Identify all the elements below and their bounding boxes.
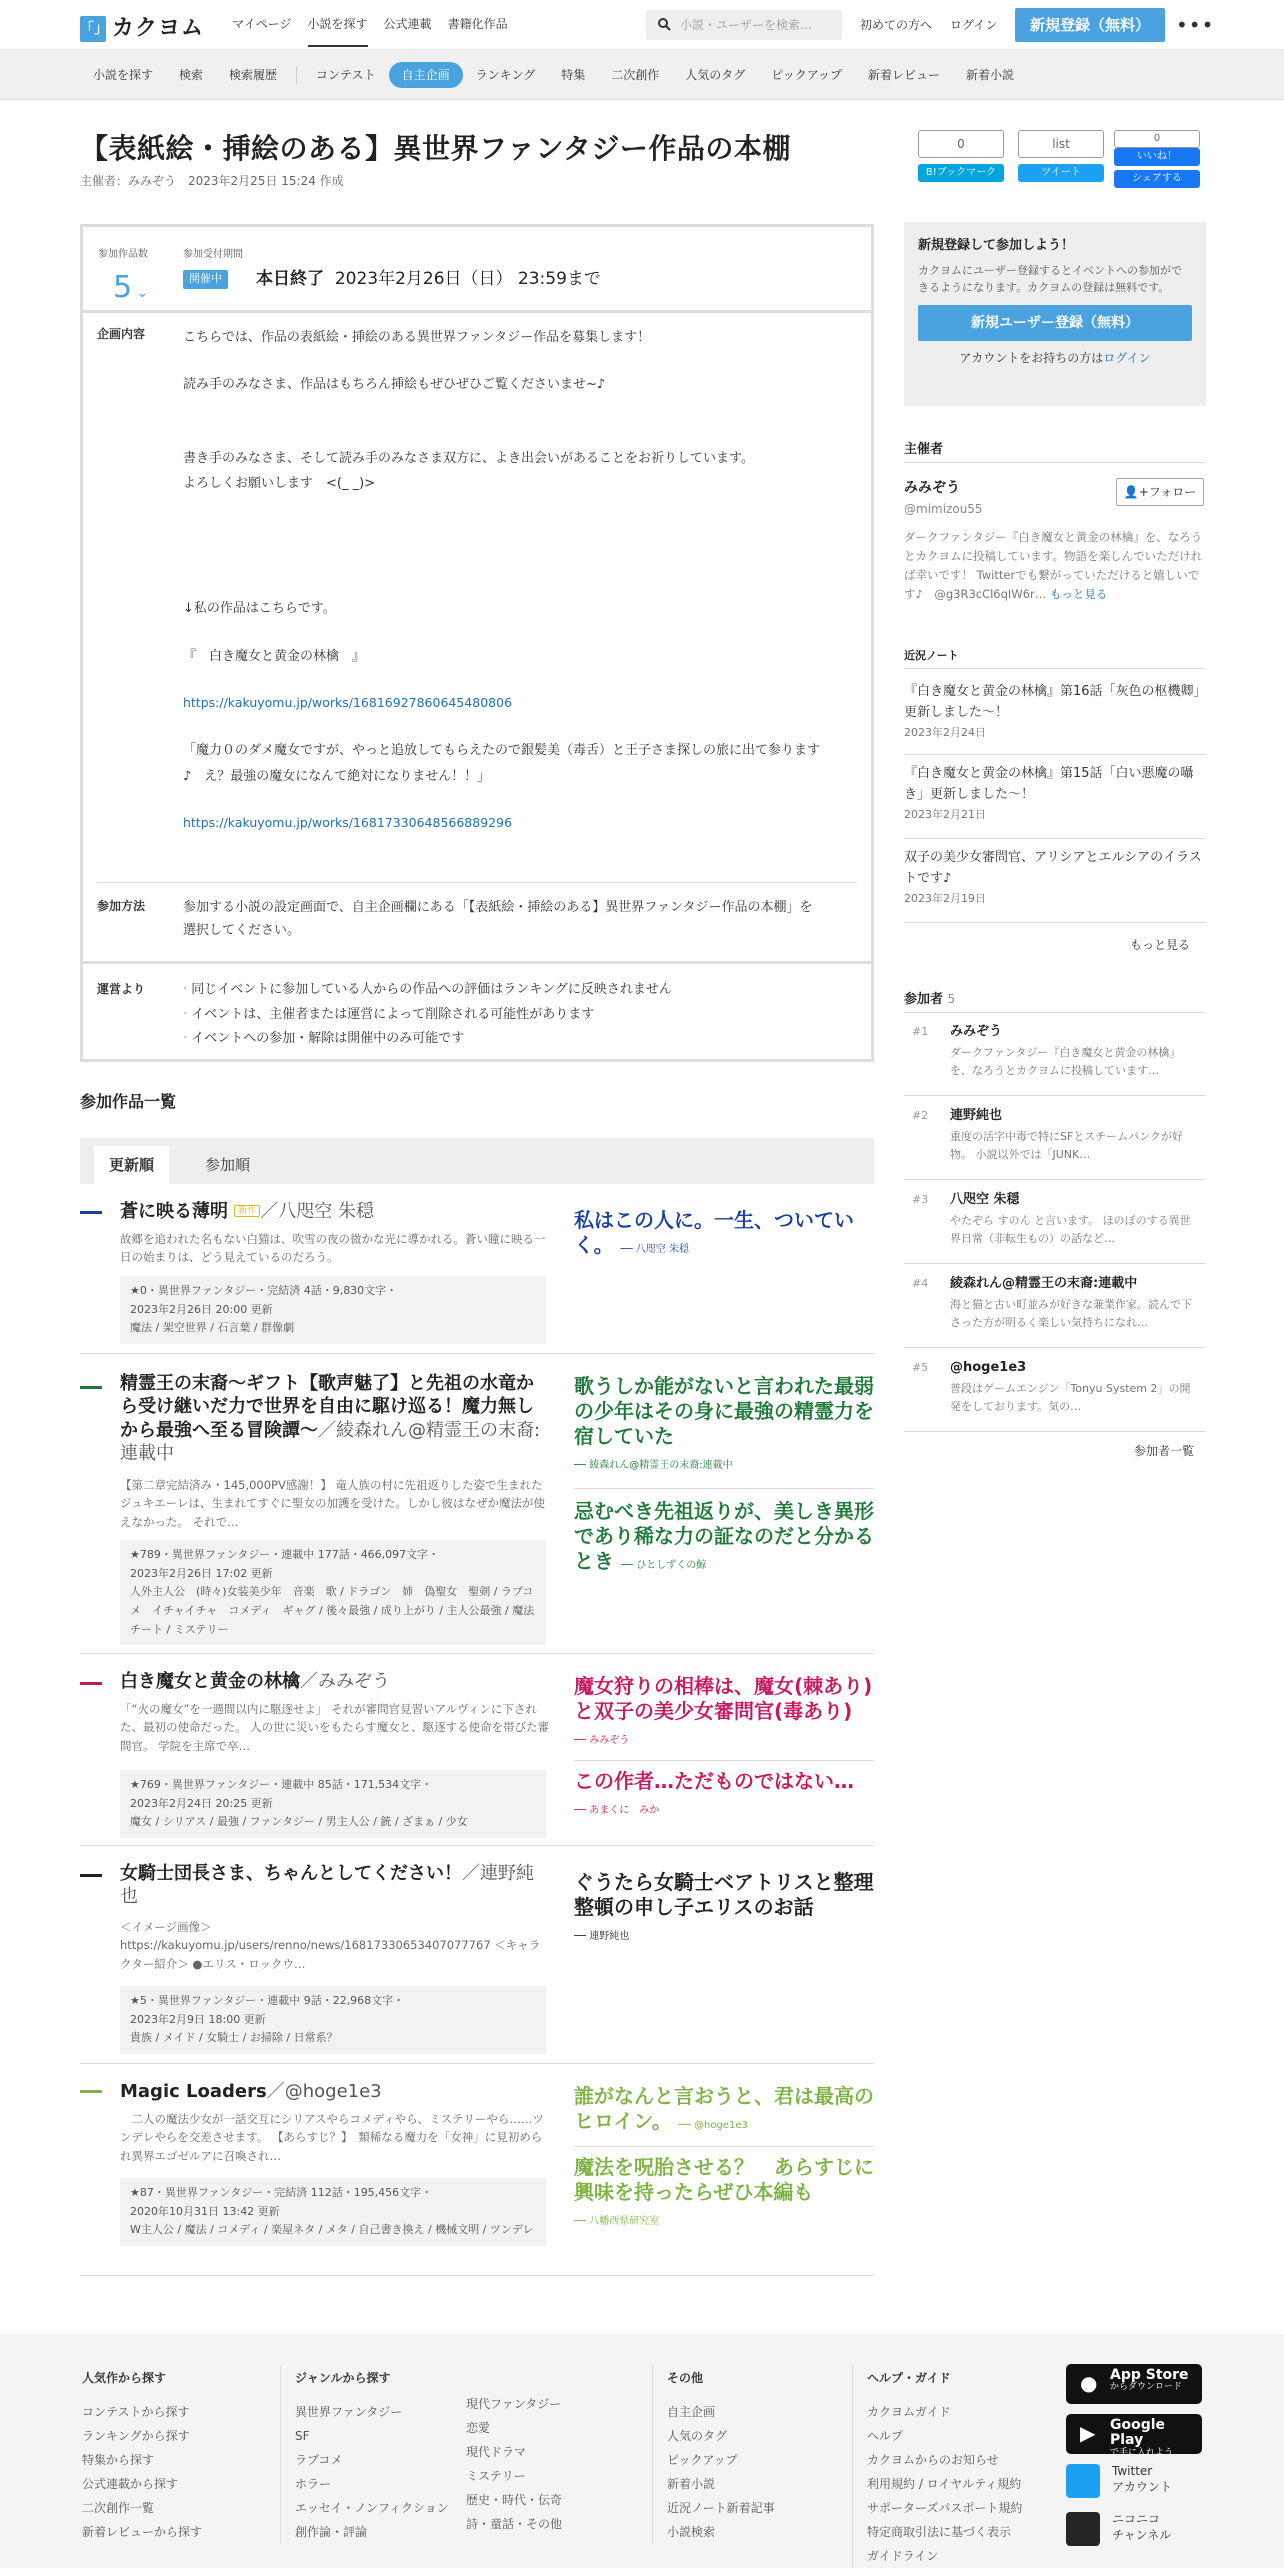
footer-link[interactable]: 新着レビューから探す [82, 2525, 203, 2539]
participants-heading-text: 参加者 [904, 992, 944, 1007]
review-author: ── みみぞう [574, 1735, 630, 1746]
divider [904, 668, 1206, 669]
work-info: ★5・異世界ファンタジー・連載中 9話・22,968文字・ 2023年2月9日 18:00 更新 貴族 / メイド / 女騎士 / お掃除 / 日常系？ [120, 1986, 546, 2054]
niconico-icon [1066, 2512, 1100, 2546]
footer-link[interactable]: ホラー [295, 2477, 332, 2491]
subnav-new-reviews[interactable]: 新着レビュー [867, 68, 940, 82]
content-body [183, 325, 823, 868]
review-text: 魔法を呪胎させる？ あらすじに興味を持ったらぜひ本編も [574, 2155, 874, 2204]
note-title[interactable]: 『白き魔女と黄金の林檎』第15話「白い悪魔の囁き」更新しました～！ [904, 766, 1194, 802]
work-title[interactable] [120, 1670, 550, 1693]
subnav-feature[interactable]: 特集 [561, 68, 586, 82]
footer-link[interactable]: 恋愛 [466, 2421, 491, 2435]
footer-link[interactable]: 自主企画 [667, 2405, 716, 2419]
global-nav [232, 15, 508, 47]
footer-link[interactable]: ラブコメ [295, 2453, 343, 2467]
work-color-bar [80, 1874, 102, 1877]
twitter-icon [1066, 2464, 1100, 2498]
login-prefix: アカウントをお持ちの方は [959, 350, 1104, 365]
note-item[interactable] [904, 848, 1206, 907]
niconico-link[interactable] [1066, 2512, 1206, 2546]
footer-link[interactable]: 二次創作一覧 [82, 2501, 155, 2515]
work-info: ★0・異世界ファンタジー・完結済 4話・9,830文字・ 2023年2月26日 20:00 更新 魔法 / 架空世界 / 石言葉 / 群像劇 [120, 1276, 546, 1344]
new-badge: 新作 [234, 1205, 260, 1217]
list-button[interactable]: list [1018, 130, 1104, 158]
footer-link[interactable]: 新着小説 [667, 2477, 716, 2491]
work-description: 二人の魔法少女が一話交互にシリアスやらコメディやら、ミステリーやら……ツンデレやらを交差させます。 【あらすじ？】 類稀なる魔力を「女神」に見初められ異界エゴゼルアに召喚され… [120, 2112, 544, 2163]
subnav-search[interactable]: 検索 [179, 68, 204, 82]
review-catch[interactable] [574, 2084, 874, 2134]
like-button[interactable]: いいね！ [1114, 148, 1200, 166]
content-line: 「魔力０のダメ魔女ですが、やっと追放してもらえたので銀髪美（毒舌）と王子さま探しの旅に出て参ります♪ え？最強の魔女になんて絶対になりません！！」 [183, 743, 821, 784]
work-title[interactable] [120, 2080, 550, 2103]
work-title[interactable] [120, 1372, 550, 1466]
beginner-link[interactable]: 初めての方へ [860, 18, 933, 32]
footer-link[interactable]: 異世界ファンタジー [295, 2405, 403, 2419]
work-info: ★769・異世界ファンタジー・連載中 85話・171,534文字・ 2023年2月24日 20:25 更新 魔女 / シリアス / 最強 / ファンタジー / 男主人公 / 銃 / ざまぁ / 少女 [120, 1770, 546, 1838]
organizer-desc-text: ダークファンタジー『白き魔女と黄金の林檎』を、なろうとカクヨムに投稿しています。物語を楽しんでいただければ幸いです！ Twitterでも繋がっていただけると嬉しいです♪ @g3R3cCl6qIW6r… [904, 530, 1203, 601]
participant-name[interactable]: みみぞう [950, 1024, 1003, 1039]
signup-button[interactable]: 新規ユーザー登録（無料） [918, 305, 1192, 341]
review-catch[interactable] [574, 1674, 874, 1749]
participant-name[interactable]: 八咫空 朱穏 [950, 1192, 1020, 1207]
period-value: 2023年2月26日（日） 23:59まで [334, 269, 601, 289]
note-item[interactable] [904, 682, 1206, 741]
footer-col-other [652, 2366, 775, 2544]
footer-link[interactable]: 歴史・時代・伝奇 [466, 2493, 563, 2507]
review-author: ── 八咫空 朱穏 [620, 1244, 689, 1255]
signup-title: 新規登録して参加しよう！ [918, 238, 1075, 253]
subnav-search-novels[interactable]: 小説を探す [93, 68, 154, 82]
participant-desc: ダークファンタジー『白き魔女と黄金の林檎』を、なろうとカクヨムに投稿しています… [950, 1046, 1181, 1077]
content-line: 書き手のみなさま、そして読み手のみなさま双方に、よき出会いがあることをお祈りしています。 [183, 450, 754, 466]
twitter-sub: アカウント [1112, 2479, 1172, 2494]
work-author[interactable]: ／連野純也 [120, 1863, 534, 1908]
subnav-user-event[interactable]: 自主企画 [389, 62, 463, 88]
work-title[interactable] [120, 1862, 550, 1909]
organizer-id[interactable]: @mimizou55 [904, 502, 983, 516]
work-description: 故郷を追われた名もない白猫は、吹雪の夜の微かな光に導かれる。蒼い瞳に映る一日の始まりは、どう見えているのだろう。 [120, 1232, 546, 1265]
work-author[interactable]: ／@hoge1e3 [266, 2081, 382, 2102]
participant-desc: やたぞら すのん と言います。 ほのぼのする異世界日常（非転生もの）の話など… [950, 1214, 1191, 1245]
note-title[interactable]: 『白き魔女と黄金の林檎』第16話「灰色の枢機卿」更新しました～！ [904, 684, 1201, 720]
footer-link[interactable]: カクヨムからのお知らせ [867, 2453, 999, 2467]
more-menu-icon[interactable]: ••• [1176, 13, 1215, 37]
period-end-label: 本日終了 [256, 269, 324, 289]
subnav-pickup[interactable]: ピックアップ [771, 68, 842, 82]
tab-joined[interactable]: 参加順 [205, 1156, 251, 1174]
review-author: ── 綾森れん@精霊王の末裔:連載中 [574, 1460, 733, 1471]
participant-desc: 海と猫と古い町並みが好きな兼業作家。読んで下さった方が明るく楽しい気持ちになれ… [950, 1298, 1192, 1329]
participant-count[interactable] [113, 265, 148, 310]
footer-link[interactable]: ミステリー [466, 2469, 526, 2483]
participants-count: 5 [947, 992, 956, 1006]
review-catch[interactable] [574, 1488, 874, 1574]
footer-link[interactable]: 現代ドラマ [466, 2445, 527, 2459]
method-body: 参加する小説の設定画面で、自主企画欄にある「【表紙絵・挿絵のある】異世界ファンタジー作品の本棚」を選択してください。 [183, 900, 813, 938]
work-description: ＜イメージ画像＞ https://kakuyomu.jp/users/renno/news/16817330653407077767 ＜キャラクター紹介＞ ●エリス・ロックウ… [120, 1920, 541, 1971]
participant-desc: 重度の活字中毒で特にSFとスチームパンクが好物。 小説以外では「JUNK… [950, 1130, 1183, 1161]
footer-link[interactable]: カクヨムガイド [867, 2405, 951, 2419]
review-text: 誰がなんと言おうと、君は最高のヒロイン。 [574, 2084, 874, 2133]
content-line: こちらでは、作品の表紙絵・挿絵のある異世界ファンタジー作品を募集します！ [183, 330, 651, 345]
footer-link[interactable]: サポーターズパスポート規約 [867, 2501, 1023, 2515]
twitter-link[interactable] [1066, 2464, 1206, 2498]
niconico-sub: チャンネル [1112, 2527, 1172, 2542]
period-text [256, 267, 601, 293]
participant-item[interactable] [904, 1012, 1206, 1096]
footer-link[interactable]: 詩・童話・その他 [466, 2517, 563, 2531]
content-label: 企画内容 [97, 327, 146, 341]
work-title-text[interactable]: Magic Loaders [120, 2081, 267, 2102]
work-color-bar [80, 1386, 102, 1389]
appstore-sub: からダウンロード [1110, 2382, 1183, 2393]
participant-name[interactable]: 綾森れん@精霊王の末裔:連載中 [950, 1276, 1138, 1291]
footer-link[interactable]: 特集から探す [82, 2453, 155, 2467]
rule-item: · 同じイベントに参加している人からの作品への評価はランキングに反映されません [183, 978, 857, 1003]
participant-count-value: 5 [113, 270, 133, 305]
review-catch[interactable] [574, 1374, 874, 1474]
work-item [80, 1654, 874, 1846]
footer-link[interactable]: 利用規約 / ロイヤルティ規約 [867, 2477, 1022, 2491]
tab-updated[interactable]: 更新順 [94, 1146, 169, 1184]
participant-item[interactable] [904, 1180, 1206, 1264]
user-plus-icon: 👤+ [1123, 485, 1149, 499]
works-tabs [80, 1138, 874, 1184]
footer-link[interactable]: エッセイ・ノンフィクション [295, 2501, 449, 2515]
rules-label: 運営より [97, 982, 146, 996]
note-title[interactable]: 双子の美少女審問官、アリシアとエルシアのイラストです♪ [904, 850, 1202, 886]
review-text: 歌うしか能がないと言われた最弱の少年はその身に最強の精霊力を宿していた [574, 1374, 874, 1448]
subnav-contest[interactable]: コンテスト [316, 68, 376, 82]
divider [904, 838, 1206, 839]
event-panel [80, 224, 874, 1062]
subnav-fanfic[interactable]: 二次創作 [611, 68, 660, 82]
review-author: ── 八幡西県研究室 [574, 2216, 660, 2227]
page-meta: 主催者：みみぞう 2023年2月25日 15:24 作成 [80, 174, 344, 188]
rules-section [83, 961, 871, 1064]
search-placeholder: 小説・ユーザーを検索… [680, 18, 813, 32]
content-line: よろしくお願いします <(_ _)> [183, 476, 376, 492]
footer-link[interactable]: 近況ノート新着記事 [667, 2501, 775, 2515]
note-date: 2023年2月21日 [904, 807, 986, 821]
footer-link[interactable]: 特定商取引法に基づく表示 [867, 2525, 1012, 2539]
review-author: ── あまくに みか [574, 1805, 660, 1816]
review-text: この作者…ただものではない… [574, 1769, 854, 1793]
participant-desc: 普段はゲームエンジン「Tonyu System 2」の開発をしております。気の… [950, 1382, 1191, 1413]
participant-item[interactable] [904, 1264, 1206, 1348]
appstore-label: App Store [1110, 2367, 1189, 2383]
footer-heading: ジャンルから探す [295, 2371, 391, 2385]
participant-rank: #5 [912, 1361, 929, 1374]
hatena-button[interactable]: B!ブックマーク [918, 164, 1004, 182]
review-catch[interactable] [574, 1760, 874, 1819]
logo-text: カクヨム [112, 16, 205, 41]
content-line: 読み手のみなさま、作品はもちろん挿絵もぜひぜひご覧くださいませ~♪ [183, 377, 606, 393]
footer [0, 2334, 1284, 2568]
participant-item[interactable] [904, 1348, 1206, 1432]
gplay-sub: で手に入れよう [1110, 2447, 1174, 2458]
rule-item: · イベントへの参加・解除は開催中のみ可能です [183, 1027, 857, 1052]
page-title: 【表紙絵・挿絵のある】異世界ファンタジー作品の本棚 [80, 132, 791, 165]
search-icon [658, 18, 671, 31]
nav-books[interactable]: 書籍化作品 [447, 17, 508, 31]
footer-link[interactable]: コンテストから探す [82, 2405, 190, 2419]
tweet-button[interactable]: ツイート [1018, 164, 1104, 182]
footer-link[interactable]: 小説検索 [667, 2525, 716, 2539]
participant-rank: #1 [912, 1025, 929, 1038]
work-link[interactable]: https://kakuyomu.jp/works/16817330648566889296 [183, 815, 513, 831]
google-play-button[interactable] [1066, 2414, 1202, 2458]
work-item [80, 1354, 874, 1654]
footer-col-popular [82, 2366, 202, 2544]
footer-heading: その他 [667, 2371, 704, 2385]
footer-link[interactable]: ヘルプ [867, 2429, 904, 2443]
subnav-tags[interactable]: 人気のタグ [685, 68, 746, 82]
register-button[interactable]: 新規登録（無料） [1015, 8, 1165, 42]
work-title[interactable] [120, 1200, 550, 1223]
work-item [80, 1846, 874, 2064]
nav-official[interactable]: 公式連載 [383, 17, 432, 31]
nav-mypage[interactable]: マイページ [232, 17, 292, 31]
review-catch[interactable] [574, 2146, 874, 2230]
chevron-down-icon: ⌄ [132, 285, 149, 301]
review-text: 魔女狩りの相棒は、魔女(棘あり)と双子の美少女審問官(毒あり) [574, 1674, 873, 1723]
twitter-label: Twitter [1112, 2464, 1153, 2478]
subnav-divider [296, 66, 297, 84]
note-date: 2023年2月24日 [904, 725, 986, 739]
notes-heading: 近況ノート [904, 649, 959, 662]
participant-item[interactable] [904, 1096, 1206, 1180]
fb-share-button[interactable]: シェアする [1114, 170, 1200, 188]
work-item [80, 2064, 874, 2276]
gplay-label: Google Play [1110, 2417, 1166, 2449]
review-author: ── ひとしずくの鯨 [620, 1560, 707, 1571]
global-header [0, 0, 1284, 50]
organizer-description [904, 528, 1204, 604]
footer-link[interactable]: ガイドライン [867, 2549, 939, 2563]
rule-item: · イベントは、主催者または運営によって削除される可能性があります [183, 1003, 857, 1028]
work-title-text[interactable]: 白き魔女と黄金の林檎 [120, 1671, 300, 1692]
footer-link[interactable]: ピックアップ [667, 2453, 738, 2467]
review-text: 私はこの人に。一生、ついていく。 [574, 1208, 854, 1257]
works-heading: 参加作品一覧 [80, 1092, 177, 1111]
footer-link[interactable]: SF [295, 2429, 310, 2443]
participants-more-link[interactable]: 参加者一覧 [1134, 1444, 1195, 1458]
footer-link[interactable]: 人気のタグ [667, 2429, 728, 2443]
work-title-text[interactable]: 蒼に映る薄明 [120, 1201, 228, 1222]
footer-link[interactable]: 公式連載から探す [82, 2477, 179, 2491]
work-color-bar [80, 1211, 102, 1214]
participants-heading [904, 990, 955, 1010]
participant-name[interactable]: @hoge1e3 [950, 1360, 1027, 1375]
review-text: ぐうたら女騎士ベアトリスと整理整頓の申し子エリスのお話 [574, 1870, 874, 1919]
subnav-ranking[interactable]: ランキング [475, 68, 536, 82]
participant-rank: #3 [912, 1193, 929, 1206]
review-author: ── @hoge1e3 [678, 2120, 748, 2131]
subnav-new-novels[interactable]: 新着小説 [965, 68, 1014, 82]
work-title-text[interactable]: 女騎士団長さま、ちゃんとしてください！ [120, 1863, 462, 1884]
participant-rank: #4 [912, 1277, 929, 1290]
footer-col-genre-2 [466, 2392, 562, 2536]
signup-description: カクヨムにユーザー登録するとイベントへの参加ができるようになります。カクヨムの登録は無料です。 [918, 263, 1182, 295]
notes-more-link[interactable]: もっと見る [1130, 938, 1191, 952]
work-description: 【第二章完結済み・145,000PV感謝！】 竜人族の村に先祖返りした姿で生まれたジュキエーレは、生まれてすぐに聖女の加護を受けた。しかし彼はなぜか魔法が使えなかった。 それで… [120, 1478, 546, 1529]
search-input[interactable] [646, 10, 842, 40]
work-item [80, 1186, 874, 1354]
method-label: 参加方法 [97, 899, 146, 913]
footer-link[interactable]: 創作論・評論 [295, 2525, 368, 2539]
footer-link[interactable]: ランキングから探す [82, 2429, 190, 2443]
organizer-heading: 主催者 [904, 442, 944, 457]
work-description: 「“火の魔女”を一週間以内に駆逐せよ」 それが審問官見習いアルヴィンに下された、最初の使命だった。 人の世に災いをもたらす魔女と、駆逐する使命を帯びた審問官。 学院を主席で卒… [120, 1702, 550, 1753]
work-title-text[interactable]: 精霊王の末裔～ギフト【歌声魅了】と先祖の水竜から受け継いだ力で世界を自由に駆け巡る！魔力無しから最強へ至る冒険譚～ [120, 1373, 534, 1441]
count-label: 参加作品数 [98, 249, 148, 260]
login-link[interactable]: ログイン [1103, 350, 1151, 365]
play-icon: ▶ [1080, 2421, 1096, 2445]
participant-name[interactable]: 連野純也 [950, 1108, 1003, 1123]
sub-nav [0, 50, 1284, 100]
subnav-search-history[interactable]: 検索履歴 [229, 68, 278, 82]
follow-label: フォロー [1148, 485, 1197, 499]
note-item[interactable] [904, 764, 1206, 823]
work-color-bar [80, 2090, 102, 2093]
divider [904, 922, 1206, 923]
work-author[interactable]: ／綾森れん@精霊王の末裔:連載中 [120, 1419, 541, 1465]
signup-login-line [918, 349, 1192, 367]
signup-box [904, 222, 1206, 406]
nav-search-novels[interactable]: 小説を探す [308, 15, 368, 47]
footer-col-help [852, 2366, 1022, 2568]
review-text: 忌むべき先祖返りが、美しき異形であり稀な力の証なのだと分かるとき [574, 1499, 874, 1573]
follow-button[interactable] [1116, 478, 1204, 506]
work-color-bar [80, 1682, 102, 1685]
divider [904, 754, 1206, 755]
participant-rank: #2 [912, 1109, 929, 1122]
review-catch[interactable] [574, 1208, 874, 1258]
niconico-label: ニコニコ [1112, 2512, 1161, 2526]
logo-mark: 「」 [80, 16, 106, 42]
divider [904, 462, 1206, 463]
share-buttons [918, 130, 1205, 194]
content-line: 『 白き魔女と黄金の林檎 』 [183, 648, 366, 664]
footer-heading: 人気作から探す [82, 2371, 167, 2385]
login-link[interactable]: ログイン [950, 18, 998, 32]
review-catch[interactable] [574, 1870, 874, 1945]
footer-heading: ヘルプ・ガイド [867, 2371, 951, 2385]
period-label: 参加受付期間 [183, 249, 243, 260]
organizer-name[interactable]: みみぞう [904, 480, 960, 496]
note-date: 2023年2月19日 [904, 891, 986, 905]
organizer-more-link[interactable]: もっと見る [1049, 586, 1108, 601]
work-author[interactable]: ／みみぞう [300, 1671, 390, 1692]
app-store-button[interactable] [1066, 2364, 1202, 2404]
work-info: ★789・異世界ファンタジー・連載中 177話・466,097文字・ 2023年2月26日 17:02 更新 人外主人公 (時々)女装美少年 音楽 歌 / ドラゴン 姉 偽聖女 聖剣 / ラブコメ イチャイチャ コメディ ギャグ / 後々最強 / 成り上がり / 主人公最強 / 魔法チート / ミステリー [120, 1540, 546, 1645]
like-count: 0 [1114, 130, 1200, 148]
work-info: ★87・異世界ファンタジー・完結済 112話・195,456文字・ 2020年10月31日 13:42 更新 W主人公 / 魔法 / コメディ / 楽屋ネタ / メタ / 自己書き換え / 機械文明 / ツンデレ [120, 2178, 546, 2246]
footer-link[interactable]: 現代ファンタジー [466, 2397, 562, 2411]
hatena-count: 0 [918, 130, 1004, 158]
footer-col-genre [280, 2366, 449, 2544]
work-author[interactable]: ／八咫空 朱穏 [260, 1201, 375, 1222]
work-link[interactable]: https://kakuyomu.jp/works/16816927860645480806 [183, 695, 513, 711]
review-author: ── 連野純也 [574, 1931, 630, 1942]
status-badge: 開催中 [183, 270, 228, 289]
content-line: ↓私の作品はこちらです。 [183, 601, 336, 617]
apple-icon: ● [1080, 2371, 1098, 2395]
logo[interactable] [80, 12, 204, 45]
